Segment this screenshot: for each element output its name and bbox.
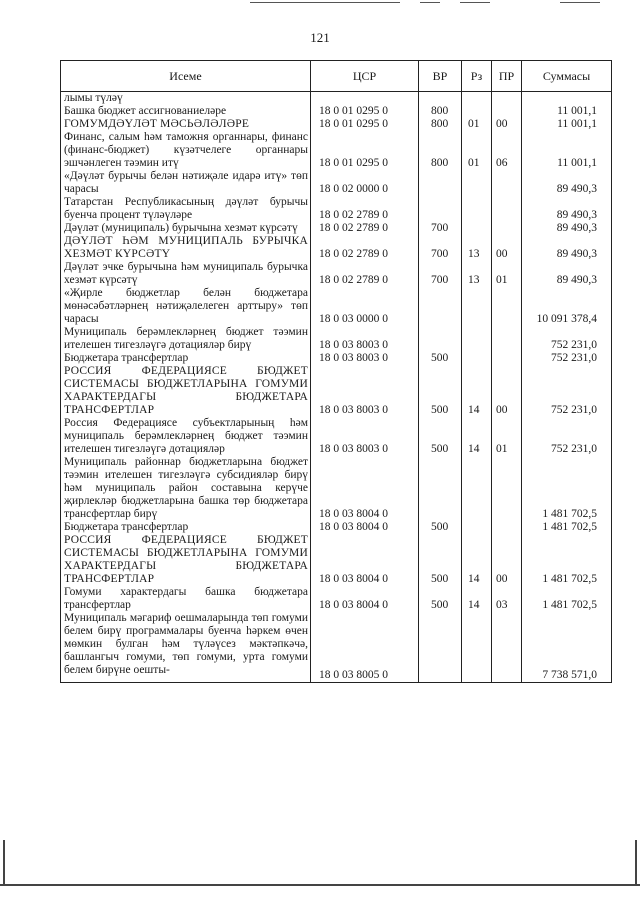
cell-rz: 13 xyxy=(462,261,492,287)
cell-vr: 700 xyxy=(419,235,462,261)
cell-rz xyxy=(462,287,492,326)
cell-name: Муниципаль районнар бюджетларына бюджет тәэмин ителешен тигезләүгә субсидияләр бирү һәм муниципаль район составына керүче җирлекләр бюджетларына башка төр бюджетара трансфертлар бирү xyxy=(61,456,311,521)
table-row xyxy=(61,131,612,170)
cell-sum: 89 490,3 xyxy=(522,222,612,235)
cell-csr: 18 0 01 0295 0 xyxy=(311,118,419,131)
cell-rz xyxy=(462,105,492,118)
cell-csr: 18 0 03 0000 0 xyxy=(311,287,419,326)
cell-pr xyxy=(492,222,522,235)
cell-pr: 06 xyxy=(492,131,522,170)
cell-pr xyxy=(492,456,522,521)
cell-sum: 1 481 702,5 xyxy=(522,456,612,521)
cell-vr: 500 xyxy=(419,534,462,586)
table-row xyxy=(61,196,612,222)
cell-sum: 1 481 702,5 xyxy=(522,586,612,612)
cell-csr: 18 0 02 2789 0 xyxy=(311,196,419,222)
cell-name: Башка бюджет ассигнованиеләре xyxy=(61,105,311,118)
cell-csr: 18 0 03 8004 0 xyxy=(311,586,419,612)
cell-pr: 01 xyxy=(492,417,522,456)
cell-sum: 89 490,3 xyxy=(522,235,612,261)
cell-vr xyxy=(419,196,462,222)
cell-vr xyxy=(419,612,462,683)
cell-vr: 500 xyxy=(419,586,462,612)
cell-name: «Җирле бюджетлар белән бюджетара мөнәсәбәтләрнең нәтиҗәлелеген арттыру» төп чарасы xyxy=(61,287,311,326)
table-row xyxy=(61,170,612,196)
cell-vr: 500 xyxy=(419,365,462,417)
cell-name: Бюджетара трансфертлар xyxy=(61,521,311,534)
table-row xyxy=(61,586,612,612)
table-row xyxy=(61,92,612,106)
table-row xyxy=(61,261,612,287)
cell-sum: 7 738 571,0 xyxy=(522,612,612,683)
cell-name: Муниципаль берәмлекләрнең бюджет тәэмин ителешен тигезләүгә дотацияләр бирү xyxy=(61,326,311,352)
cell-vr xyxy=(419,287,462,326)
table-row xyxy=(61,365,612,417)
cell-rz: 14 xyxy=(462,534,492,586)
cell-vr: 800 xyxy=(419,131,462,170)
cell-name: Муниципаль мәгариф оешмаларында төп гомуми белем бирү программалары буенча һәркем өчен мөмкин булган һәм түләүсез мәктәпкәчә, башлангыч гомуми, төп гомуми, урта гомуми белем бирүне оешты- xyxy=(61,612,311,683)
header-vr: ВР xyxy=(419,61,462,92)
cell-rz xyxy=(462,612,492,683)
cell-pr xyxy=(492,352,522,365)
header-pr: ПР xyxy=(492,61,522,92)
cell-rz xyxy=(462,222,492,235)
scan-edge-top xyxy=(0,2,640,3)
cell-pr: 00 xyxy=(492,118,522,131)
budget-table xyxy=(60,60,612,683)
cell-sum: 11 001,1 xyxy=(522,118,612,131)
table-row xyxy=(61,612,612,683)
table-row xyxy=(61,534,612,586)
cell-rz xyxy=(462,326,492,352)
cell-vr: 500 xyxy=(419,352,462,365)
table-row xyxy=(61,105,612,118)
cell-sum: 1 481 702,5 xyxy=(522,521,612,534)
cell-vr xyxy=(419,326,462,352)
cell-vr: 700 xyxy=(419,261,462,287)
table-row xyxy=(61,287,612,326)
cell-csr: 18 0 01 0295 0 xyxy=(311,105,419,118)
cell-name: ДӘҮЛӘТ ҺӘМ МУНИЦИПАЛЬ БУРЫЧКА ХЕЗМӘТ КҮРСӘТҮ xyxy=(61,235,311,261)
cell-sum: 89 490,3 xyxy=(522,196,612,222)
cell-csr: 18 0 02 2789 0 xyxy=(311,261,419,287)
cell-rz: 01 xyxy=(462,131,492,170)
cell-vr: 500 xyxy=(419,417,462,456)
table-row xyxy=(61,521,612,534)
cell-csr: 18 0 03 8003 0 xyxy=(311,326,419,352)
table-row xyxy=(61,222,612,235)
cell-csr: 18 0 03 8004 0 xyxy=(311,534,419,586)
cell-csr: 18 0 03 8004 0 xyxy=(311,521,419,534)
cell-rz: 14 xyxy=(462,417,492,456)
cell-sum: 89 490,3 xyxy=(522,261,612,287)
page-number: 121 xyxy=(310,30,330,45)
header-csr: ЦСР xyxy=(311,61,419,92)
cell-rz xyxy=(462,196,492,222)
cell-csr: 18 0 02 0000 0 xyxy=(311,170,419,196)
table-row xyxy=(61,352,612,365)
cell-csr: 18 0 02 2789 0 xyxy=(311,235,419,261)
cell-pr: 00 xyxy=(492,365,522,417)
cell-vr: 800 xyxy=(419,105,462,118)
cell-name: Татарстан Республикасының дәүләт бурычы буенча процент түләүләре xyxy=(61,196,311,222)
cell-name: Дәүләт (муниципаль) бурычына хезмәт күрсәтү xyxy=(61,222,311,235)
cell-vr xyxy=(419,456,462,521)
cell-sum xyxy=(522,92,612,106)
cell-csr: 18 0 02 2789 0 xyxy=(311,222,419,235)
scan-edge-left xyxy=(3,840,5,884)
cell-sum: 752 231,0 xyxy=(522,326,612,352)
cell-rz xyxy=(462,456,492,521)
cell-csr: 18 0 01 0295 0 xyxy=(311,131,419,170)
cell-pr xyxy=(492,92,522,106)
cell-name: ГОМУМДӘҮЛӘТ МӘСЬӘЛӘЛӘРЕ xyxy=(61,118,311,131)
cell-name: Гомуми характердагы башка бюджетара трансфертлар xyxy=(61,586,311,612)
cell-sum: 11 001,1 xyxy=(522,105,612,118)
cell-sum: 752 231,0 xyxy=(522,352,612,365)
cell-pr: 00 xyxy=(492,534,522,586)
table-row xyxy=(61,417,612,456)
cell-rz: 13 xyxy=(462,235,492,261)
table-header-row xyxy=(61,61,612,92)
cell-name: РОССИЯ ФЕДЕРАЦИЯСЕ БЮДЖЕТ СИСТЕМАСЫ БЮДЖЕТЛАРЫНА ГОМУМИ ХАРАКТЕРДАГЫ БЮДЖЕТАРА ТРАНСФЕРТЛАР xyxy=(61,534,311,586)
cell-vr: 800 xyxy=(419,118,462,131)
cell-vr xyxy=(419,92,462,106)
cell-sum: 752 231,0 xyxy=(522,417,612,456)
cell-name: Финанс, салым һәм таможня органнары, финанс (финанс-бюджет) күзәтчелеге органнары эшчәнлеген тәэмин итү xyxy=(61,131,311,170)
cell-name: лымы түләү xyxy=(61,92,311,106)
header-sum: Суммасы xyxy=(522,61,612,92)
cell-rz: 01 xyxy=(462,118,492,131)
cell-pr xyxy=(492,521,522,534)
cell-name: Бюджетара трансфертлар xyxy=(61,352,311,365)
cell-rz xyxy=(462,521,492,534)
header-rz: Рз xyxy=(462,61,492,92)
cell-pr xyxy=(492,612,522,683)
cell-pr: 03 xyxy=(492,586,522,612)
cell-csr: 18 0 03 8004 0 xyxy=(311,456,419,521)
cell-rz xyxy=(462,170,492,196)
cell-pr xyxy=(492,105,522,118)
cell-pr: 00 xyxy=(492,235,522,261)
cell-rz xyxy=(462,92,492,106)
cell-sum: 10 091 378,4 xyxy=(522,287,612,326)
cell-csr xyxy=(311,92,419,106)
cell-sum: 1 481 702,5 xyxy=(522,534,612,586)
scan-edge-bottom xyxy=(0,884,640,886)
cell-name: «Дәүләт бурычы белән нәтиҗәле идарә итү» төп чарасы xyxy=(61,170,311,196)
cell-rz xyxy=(462,352,492,365)
cell-sum: 11 001,1 xyxy=(522,131,612,170)
scan-edge-right xyxy=(635,840,637,884)
cell-csr: 18 0 03 8005 0 xyxy=(311,612,419,683)
cell-pr xyxy=(492,326,522,352)
cell-csr: 18 0 03 8003 0 xyxy=(311,352,419,365)
cell-csr: 18 0 03 8003 0 xyxy=(311,417,419,456)
cell-pr xyxy=(492,170,522,196)
cell-name: Дәүләт эчке бурычына һәм муниципаль бурычка хезмәт күрсәтү xyxy=(61,261,311,287)
cell-name: Россия Федерациясе субъектларының һәм муниципаль берәмлекләрнең бюджет тәэмин ителешен тигезләүгә дотацияләр xyxy=(61,417,311,456)
cell-name: РОССИЯ ФЕДЕРАЦИЯСЕ БЮДЖЕТ СИСТЕМАСЫ БЮДЖЕТЛАРЫНА ГОМУМИ ХАРАКТЕРДАГЫ БЮДЖЕТАРА ТРАНСФЕРТЛАР xyxy=(61,365,311,417)
cell-rz: 14 xyxy=(462,365,492,417)
header-name: Исеме xyxy=(61,61,311,92)
cell-csr: 18 0 03 8003 0 xyxy=(311,365,419,417)
table-row xyxy=(61,235,612,261)
table-row xyxy=(61,456,612,521)
table-body xyxy=(61,92,612,683)
cell-pr: 01 xyxy=(492,261,522,287)
cell-pr xyxy=(492,287,522,326)
cell-vr: 700 xyxy=(419,222,462,235)
cell-sum: 752 231,0 xyxy=(522,365,612,417)
cell-sum: 89 490,3 xyxy=(522,170,612,196)
cell-vr: 500 xyxy=(419,521,462,534)
cell-vr xyxy=(419,170,462,196)
table-row xyxy=(61,326,612,352)
cell-rz: 14 xyxy=(462,586,492,612)
cell-pr xyxy=(492,196,522,222)
table-row xyxy=(61,118,612,131)
